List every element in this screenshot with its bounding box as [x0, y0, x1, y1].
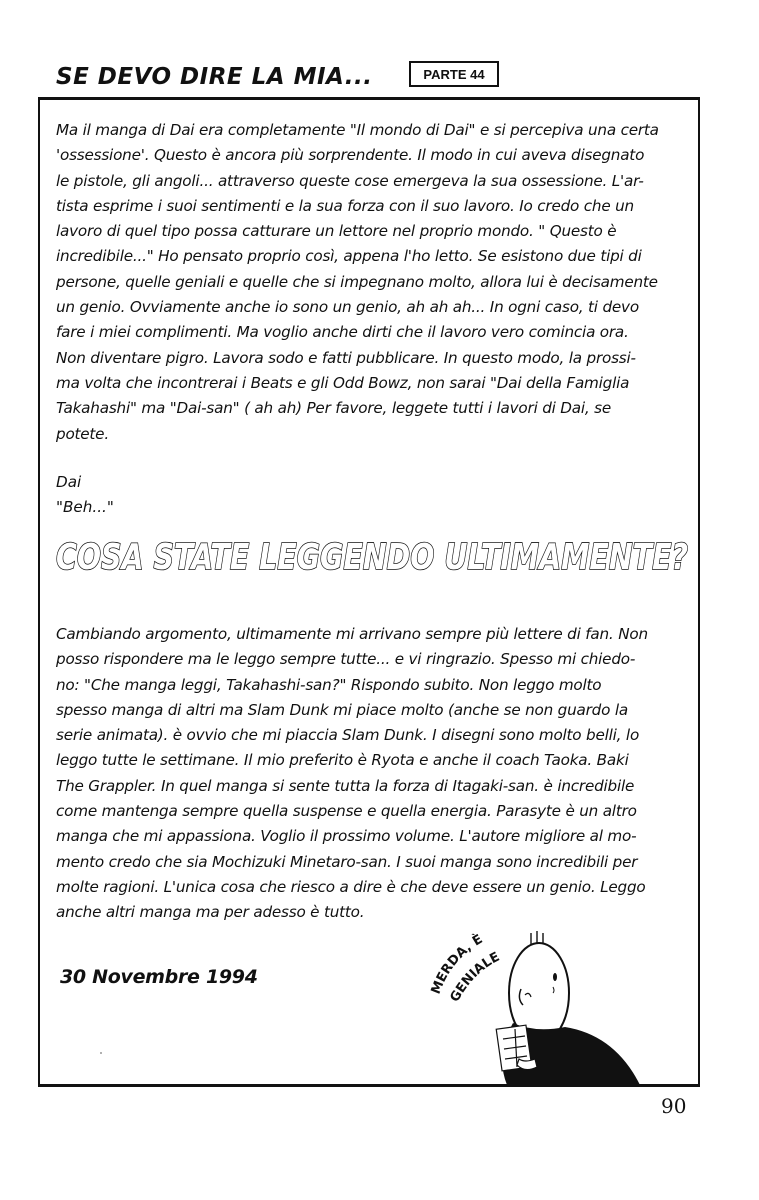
page-number: 90 — [661, 1094, 687, 1118]
text-line: ma volta che incontrerai i Beats e gli Odd Bowz, non sarai "Dai della Famiglia — [56, 373, 630, 392]
print-speck — [100, 1052, 102, 1054]
text-line: come mantenga sempre quella suspense e quella energia. Parasyte è un altro — [56, 802, 637, 821]
section-heading-text: COSA STATE LEGGENDO ULTIMAMENTE? — [56, 537, 688, 578]
text-line: le pistole, gli angoli... attraverso queste cose emergeva la sua ossessione. L'ar- — [56, 171, 644, 190]
text-line: fare i miei complimenti. Ma voglio anche dirti che il lavoro vero comincia ora. — [56, 323, 629, 342]
text-line: lavoro di quel tipo possa catturare un lettore nel proprio mondo. " Questo è — [56, 222, 617, 241]
text-line: persone, quelle geniali e quelle che si impegnano molto, allora lui è decisamente — [56, 272, 658, 291]
text-line: tista esprime i suoi sentimenti e la sua forza con il suo lavoro. Io credo che un — [56, 196, 634, 215]
text-line: mento credo che sia Mochizuki Minetaro-san. I suoi manga sono incredibili per — [56, 852, 638, 871]
text-line: Ma il manga di Dai era completamente "Il mondo di Dai" e si percepiva una certa — [56, 121, 659, 139]
text-line: potete. — [56, 424, 109, 443]
date-stamp: 30 Novembre 1994 — [60, 966, 258, 988]
signature-quote: "Beh..." — [56, 498, 114, 516]
doodle-caption-line2: GENIALE — [447, 949, 503, 1005]
author-doodle-illustration — [425, 915, 697, 1085]
signature-name: Dai — [56, 473, 82, 491]
section-heading — [56, 533, 696, 577]
text-line: Takahashi" ma "Dai-san" ( ah ah) Per favore, leggete tutti i lavori di Dai, se — [56, 399, 612, 418]
text-line: The Grappler. In quel manga si sente tutta la forza di Itagaki-san. è incredibile — [56, 776, 635, 795]
header-title: SE DEVO DIRE LA MIA... — [56, 64, 373, 90]
text-line: serie animata). è ovvio che mi piaccia Slam Dunk. I disegni sono molto belli, lo — [56, 726, 640, 745]
part-label-box: PARTE 44 — [409, 61, 499, 87]
paragraph-reading-list — [56, 622, 686, 926]
text-line: spesso manga di altri ma Slam Dunk mi piace molto (anche se non guardo la — [56, 700, 628, 719]
text-line: 'ossessione'. Questo è ancora più sorprendente. Il modo in cui aveva disegnato — [56, 146, 645, 165]
text-line: Cambiando argomento, ultimamente mi arrivano sempre più lettere di fan. Non — [56, 625, 648, 643]
text-line: un genio. Ovviamente anche io sono un genio, ah ah ah... In ogni caso, ti devo — [56, 298, 639, 317]
text-line: anche altri manga ma per adesso è tutto. — [56, 903, 365, 922]
text-line: Non diventare pigro. Lavora sodo e fatti pubblicare. In questo modo, la prossi- — [56, 348, 636, 367]
text-line: manga che mi appassiona. Voglio il prossimo volume. L'autore migliore al mo- — [56, 827, 637, 846]
doodle-caption-line1: MERDA, È — [428, 931, 486, 997]
paragraph-dai-review — [56, 118, 686, 447]
text-line: molte ragioni. L'unica cosa che riesco a dire è che deve essere un genio. Leggo — [56, 877, 646, 896]
text-line: no: "Che manga leggi, Takahashi-san?" Rispondo subito. Non leggo molto — [56, 675, 602, 694]
text-line: leggo tutte le settimane. Il mio preferito è Ryota e anche il coach Taoka. Baki — [56, 751, 629, 770]
text-line: incredibile..." Ho pensato proprio così, appena l'ho letto. Se esistono due tipi di — [56, 247, 642, 266]
text-line: posso rispondere ma le leggo sempre tutte... e vi ringrazio. Spesso mi chiedo- — [56, 650, 636, 669]
